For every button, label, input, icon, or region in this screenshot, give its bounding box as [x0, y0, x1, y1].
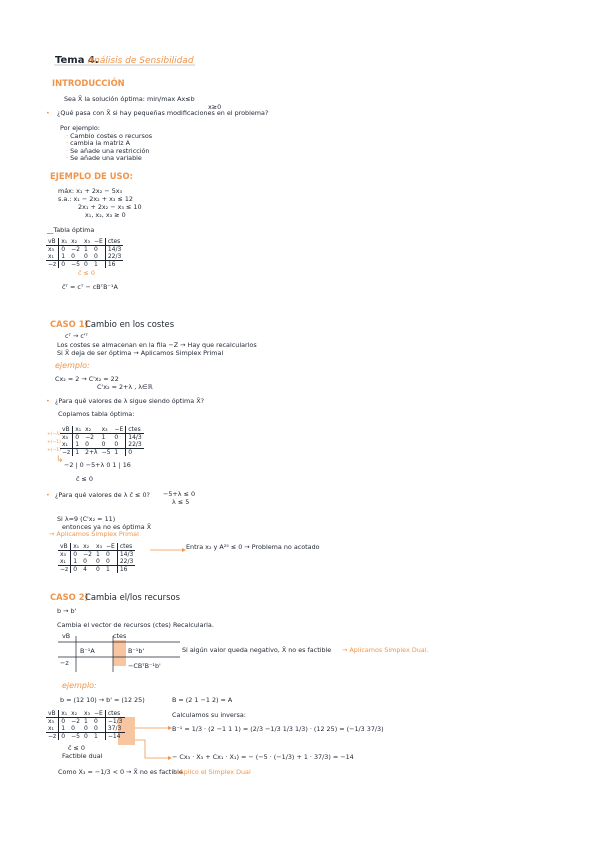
- caso1-copy-label: Copiamos tabla óptima:: [58, 410, 135, 418]
- caso1-line2: Si X̄ deja de ser óptima → Aplicamos Simplex Primal: [57, 349, 224, 357]
- optimal-table: vB x₁ x₂ x₃ −E ctes x₃ 0 −2 1 0 14/3 x₁ 1 0 0 0 22/3 −z 0 −5 0 1 16: [48, 238, 122, 268]
- caso1-question2: ¿Para qué valores de λ c̄ ≤ 0?: [55, 491, 150, 499]
- caso1-si2: entonces ya no es óptima X̄: [62, 523, 152, 531]
- caso1-ejemplo: ejemplo:: [55, 361, 90, 370]
- side-label-2: +(−1): [47, 440, 61, 445]
- entra-arrow-head: [182, 548, 186, 552]
- cbar-note: c̄ ≤ 0: [78, 269, 95, 277]
- bullet-dot-icon: •: [46, 491, 50, 499]
- caso1-q2-ans2: λ ≤ 5: [172, 498, 190, 506]
- intro-heading: INTRODUCCIÓN: [52, 78, 125, 88]
- caso1-si3: → Aplicamos Simplex Primal: [49, 530, 139, 538]
- caso1-heading: CASO 1): [50, 319, 89, 329]
- caso2-final-action: → Aplico el Simplex Dual: [172, 768, 251, 776]
- caso2-cbar-note: c̄ ≤ 0: [68, 744, 85, 752]
- caso1-line1: Los costes se almacenan en la fila −Z → Hay que recalcularlos: [57, 341, 257, 349]
- reduced-cost-formula: c̄ᵀ = cᵀ − cBᵀB⁻¹A: [62, 283, 118, 291]
- caso1-q2-ans1: −5+λ ≤ 0: [163, 490, 196, 498]
- caso1-table: vB x₁ x₂ x₃ −E ctes x₃ 0 −2 1 0 14/3 x₁ 1 0 0 0 22/3 −z 1 2+λ −5 1 0: [62, 426, 142, 456]
- caso2-arrow: b → b': [57, 607, 77, 615]
- caso2-heading: CASO 2): [50, 592, 89, 602]
- block-vb-label: vB: [62, 632, 71, 640]
- caso2-cb-calc: − Cx₃ · X₃ + Cx₁ · X₁) = − (−5 · (−1/3) + 1 · 37/3) = −14: [172, 753, 354, 761]
- caso1-result-row: −2 | 0 −5+λ 0 1 | 16: [64, 461, 131, 469]
- caso2-Bmat: B = (2 1 −1 2) = A: [172, 696, 233, 704]
- bullet-list: · Cambio costes o recursos · cambia la matriz A · Se añade una restricción · Se añade una variable: [66, 132, 153, 163]
- caso2-factible: Factible dual: [62, 752, 103, 760]
- caso2-line1: Cambia el vector de recursos (ctes) Recalcularla.: [57, 621, 214, 629]
- caso1-cbar-note: c̄ ≤ 0: [76, 475, 93, 483]
- caso1-ex2: C'x₂ = 2+λ , λ∈ℝ: [97, 383, 153, 391]
- block-bb-label: B⁻¹b': [128, 647, 145, 655]
- problem-line-1: máx: x₁ + 2x₂ − 5x₃: [58, 187, 123, 195]
- caso1-title: Cambio en los costes: [85, 319, 175, 329]
- problem-line-2: s.a.: x₁ − 2x₂ + x₃ ≤ 12: [58, 195, 133, 203]
- caso2-ejemplo: ejemplo:: [62, 681, 97, 690]
- caso1-ex1: Cx₂ = 2 → C'x₂ = 22: [55, 375, 119, 383]
- connector-2: [135, 740, 168, 758]
- bullet-dot-icon: •: [46, 109, 50, 117]
- block-ctes-label: ctes: [113, 632, 127, 640]
- caso2-table: vB x₁ x₂ x₃ −E ctes x₃ 0 −2 1 0 −1/3 x₁ 1 0 0 0 37/3 −z 0 −5 0 1 −14: [48, 710, 123, 740]
- intro-question: ¿Qué pasa con X̄ si hay pequeñas modificaciones en el problema?: [57, 109, 269, 117]
- block-ba-label: B⁻¹A: [80, 647, 95, 655]
- intro-line1: Sea X̄ la solución óptima: min/max Ax≤b: [64, 95, 195, 103]
- caso1-entra: Entra x₂ y A²⁵ ≤ 0 → Problema no acotado: [186, 543, 320, 551]
- curl-arrow-icon: ↳: [56, 455, 64, 465]
- block-cb-label: −CBᵀB⁻¹b': [128, 662, 161, 670]
- caso2-final: Como X₃ = −1/3 < 0 → X̄ no es factible: [58, 768, 183, 776]
- caso2-neg-note: Si algún valor queda negativo, X̄ no es factible: [182, 646, 332, 654]
- caso1-table2: vB x₁ x₂ x₃ −E ctes x₃ 0 −2 1 0 14/3 x₁ 1 0 0 0 22/3 −z 0 4 0 1 16: [60, 543, 134, 573]
- side-label-1: +(−λ): [47, 432, 61, 437]
- caso1-si: Si λ=9 (C'x₂ = 11): [57, 515, 116, 523]
- intro-line1b: x≥0: [208, 103, 222, 111]
- ejemplo-uso-heading: EJEMPLO DE USO:: [50, 171, 133, 181]
- caso2-title: Cambia el/los recursos: [85, 592, 180, 602]
- side-label-3: +(−1): [47, 448, 61, 453]
- topic-subtitle: Análisis de Sensibilidad: [88, 56, 194, 66]
- caso2-neg-action: → Aplicamos Simplex Dual.: [342, 646, 429, 654]
- caso2-bvec: b = (12 10) → b' = (12 25): [60, 696, 145, 704]
- problem-line-4: x₁, x₂, x₃ ≥ 0: [85, 211, 126, 219]
- bullet-dot-icon: •: [46, 397, 50, 405]
- example-label: Por ejemplo:: [60, 124, 100, 132]
- caso2-inverse: B⁻¹ = 1/3 · (2 −1 1 1) = (2/3 −1/3 1/3 1/3) · (12 25) = (−1/3 37/3): [172, 725, 384, 733]
- caso2-calc: Calculamos su inversa:: [172, 711, 246, 719]
- problem-line-3: 2x₁ + 2x₂ − x₃ ≤ 10: [78, 203, 142, 211]
- tabla-label: __Tabla óptima: [47, 226, 95, 234]
- block-z-label: −z: [60, 659, 69, 667]
- caso1-question: ¿Para qué valores de λ sigue siendo óptima X̄?: [55, 397, 204, 405]
- topic-title: Tema 4.: [55, 55, 99, 66]
- caso1-arrow: cᵀ → c'ᵀ: [65, 332, 89, 340]
